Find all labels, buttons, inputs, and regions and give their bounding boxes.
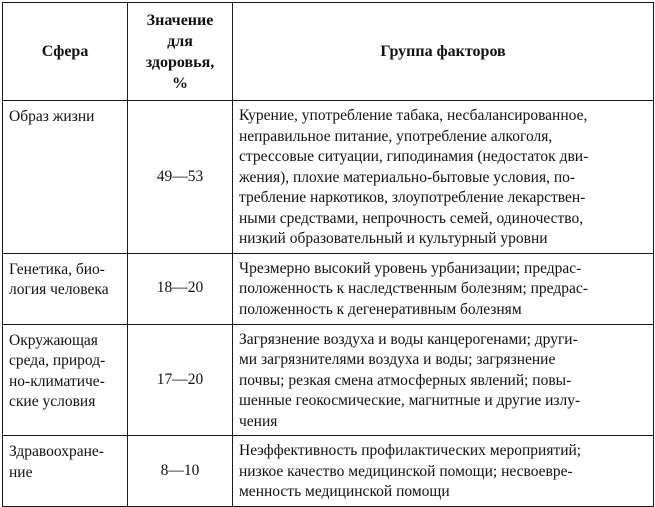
sphere-line: ние (9, 463, 33, 481)
table-row (3, 101, 654, 254)
factor-line: почвы; резкая смена атмосферных явлений; повы- (239, 371, 572, 389)
sphere-line: логия человека (9, 281, 109, 298)
factor-line: Неэффективность профилактических мероприятий; (239, 442, 582, 459)
table-row (3, 324, 654, 436)
sphere-line: Здравоохране- (9, 443, 104, 460)
factor-line: Чрезмерно высокий уровень урбанизации; предрас- (239, 259, 582, 277)
table-row (3, 436, 654, 507)
factor-line: низкий образовательный и культурный уровни (239, 230, 548, 247)
factors-cell (233, 253, 654, 324)
header-value-line: здоровья, (145, 53, 215, 71)
factor-line: менность медицинской помощи (239, 483, 450, 500)
factor-line: положенность к дегенеративным болезням (239, 300, 522, 318)
sphere-cell (3, 324, 128, 436)
factor-line: чения (239, 412, 278, 430)
sphere-line: Генетика, био- (9, 260, 105, 278)
value-cell: 49—53 (128, 101, 233, 254)
header-factors: Группа факторов (233, 3, 654, 101)
factor-line: шенные геокосмические, магнитные и другие излу- (239, 392, 581, 409)
factor-line: жения), плохие материально-бытовые условия, по- (239, 168, 576, 186)
health-factors-table (2, 2, 654, 507)
sphere-line: Окружающая (9, 331, 98, 349)
value-cell: 17—20 (128, 324, 233, 436)
factor-line: Загрязнение воздуха и воды канцерогенами; други- (239, 330, 578, 348)
sphere-line: ские условия (9, 393, 96, 410)
factor-line: стрессовые ситуации, гиподинамия (недостаток дви- (239, 148, 589, 165)
factor-line: Курение, употребление табака, несбалансированное, (239, 107, 588, 124)
header-value-line: для (167, 32, 193, 50)
header-value-line: % (172, 74, 188, 92)
header-value-line: Значение (146, 11, 214, 29)
factor-line: неправильное питание, употребление алкоголя, (239, 127, 553, 145)
table-header-row (3, 3, 654, 101)
header-value (128, 3, 233, 101)
sphere-cell (3, 253, 128, 324)
factors-cell (233, 101, 654, 254)
value-cell: 8—10 (128, 436, 233, 507)
factor-line: ными средствами, непрочность семей, одиночество, (239, 209, 584, 227)
factor-line: требление наркотиков, злоупотребление лекарствен- (239, 189, 586, 206)
value-cell: 18—20 (128, 253, 233, 324)
table-row (3, 253, 654, 324)
sphere-cell (3, 436, 128, 507)
sphere-line: среда, природ- (9, 352, 106, 369)
factor-line: низкое качество медицинской помощи; несвоевре- (239, 462, 573, 480)
factor-line: ми загрязнителями воздуха и воды; загрязнение (239, 351, 556, 368)
factors-cell (233, 324, 654, 436)
sphere-line: Образ жизни (9, 108, 95, 125)
factor-line: положенность к наследственным болезням; предрас- (239, 280, 588, 297)
sphere-cell (3, 101, 128, 254)
sphere-line: но-климатиче- (9, 372, 105, 390)
header-sphere: Сфера (3, 3, 128, 101)
factors-cell (233, 436, 654, 507)
